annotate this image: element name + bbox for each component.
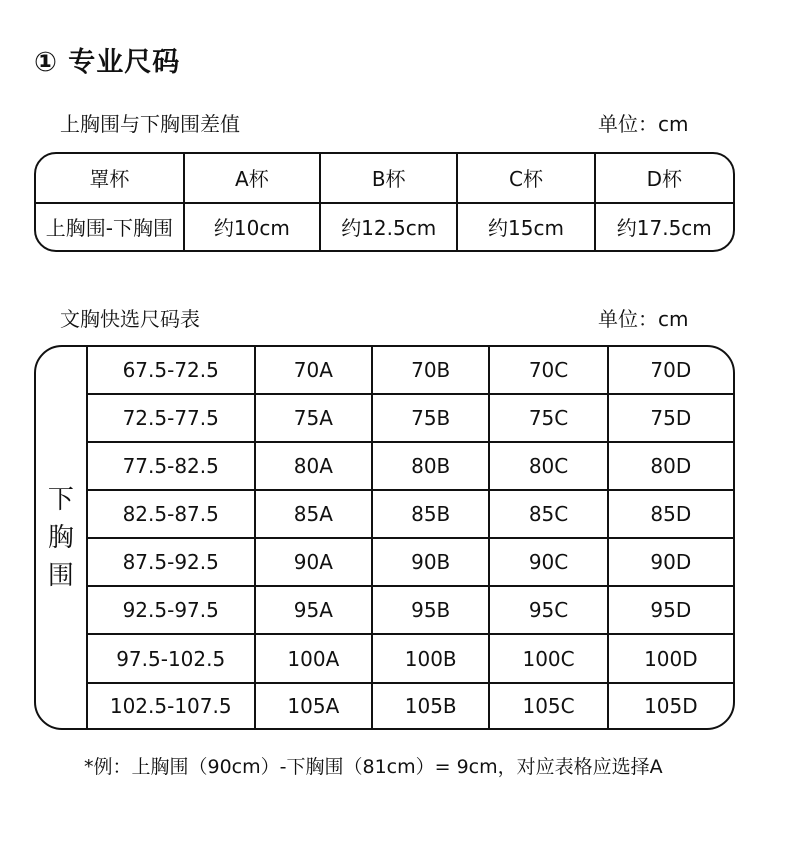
example-note: *例：上胸围（90cm）-下胸围（81cm）= 9cm，对应表格应选择A — [84, 756, 663, 778]
size-cell: 75B — [373, 395, 490, 443]
size-cell: 70C — [490, 347, 608, 395]
size-cell: 80B — [373, 443, 490, 491]
size-row — [36, 347, 733, 395]
size-cell: 85D — [609, 491, 733, 539]
size-cell: 105B — [373, 684, 490, 728]
size-chart-unit: 单位：cm — [598, 307, 689, 331]
header-cell-d: D杯 — [596, 154, 733, 204]
size-cell: 85A — [256, 491, 373, 539]
underbust-header-char: 围 — [47, 560, 74, 591]
size-cell: 75A — [256, 395, 373, 443]
size-cell: 100D — [609, 635, 733, 683]
size-cell: 90B — [373, 539, 490, 587]
size-cell: 100A — [256, 635, 373, 683]
size-cell: 70D — [609, 347, 733, 395]
size-cell: 100B — [373, 635, 490, 683]
size-chart-table — [34, 345, 735, 730]
size-row — [36, 443, 733, 491]
header-cell-cup: 罩杯 — [36, 154, 185, 204]
size-cell: 75C — [490, 395, 608, 443]
underbust-range-cell: 102.5-107.5 — [88, 684, 256, 728]
size-cell: 95C — [490, 587, 608, 635]
underbust-range-cell: 77.5-82.5 — [88, 443, 256, 491]
underbust-row-header — [36, 347, 88, 728]
size-row — [36, 491, 733, 539]
size-cell: 105D — [644, 693, 698, 718]
size-row — [36, 539, 733, 587]
size-row — [36, 587, 733, 635]
size-cell: 95D — [609, 587, 733, 635]
cup-difference-table — [34, 152, 735, 252]
size-cell: 85B — [373, 491, 490, 539]
size-cell: 80C — [490, 443, 608, 491]
underbust-range-cell: 72.5-77.5 — [88, 395, 256, 443]
cup-difference-header-row — [36, 154, 733, 204]
cup-difference-value-row — [36, 204, 733, 250]
value-cell-a: 约10cm — [185, 204, 321, 250]
size-cell: 95A — [256, 587, 373, 635]
size-chart-section-label: 文胸快选尺码表 — [60, 307, 200, 331]
cup-difference-section-label: 上胸围与下胸围差值 — [60, 112, 240, 136]
cup-difference-unit: 单位：cm — [598, 112, 689, 136]
size-cell: 70B — [373, 347, 490, 395]
size-cell: 85C — [490, 491, 608, 539]
size-cell: 100C — [490, 635, 608, 683]
size-row — [36, 635, 733, 683]
size-cell: 105A — [256, 684, 373, 728]
underbust-range-cell: 97.5-102.5 — [88, 635, 256, 683]
value-cell-b: 约12.5cm — [321, 204, 458, 250]
value-cell-d: 约17.5cm — [616, 216, 712, 241]
header-cell-a: A杯 — [185, 154, 321, 204]
underbust-header-char: 下 — [47, 484, 74, 515]
size-cell: 90D — [609, 539, 733, 587]
size-cell: 80A — [256, 443, 373, 491]
size-cell: 90C — [490, 539, 608, 587]
underbust-range-cell: 67.5-72.5 — [88, 347, 256, 395]
underbust-range-cell: 92.5-97.5 — [88, 587, 256, 635]
size-cell: 95B — [373, 587, 490, 635]
size-cell: 80D — [609, 443, 733, 491]
size-cell: 105C — [490, 684, 608, 728]
header-cell-b: B杯 — [321, 154, 458, 204]
underbust-range-cell: 87.5-92.5 — [88, 539, 256, 587]
size-cell: 75D — [609, 395, 733, 443]
page-title: ① 专业尺码 — [34, 47, 181, 78]
underbust-range-cell: 82.5-87.5 — [88, 491, 256, 539]
size-cell: 90A — [256, 539, 373, 587]
value-cell-c: 约15cm — [458, 204, 595, 250]
value-cell-label: 上胸围-下胸围 — [36, 204, 185, 250]
size-row — [36, 395, 733, 443]
underbust-header-char: 胸 — [47, 522, 74, 553]
size-cell: 70A — [256, 347, 373, 395]
size-row — [36, 684, 733, 728]
header-cell-c: C杯 — [458, 154, 595, 204]
